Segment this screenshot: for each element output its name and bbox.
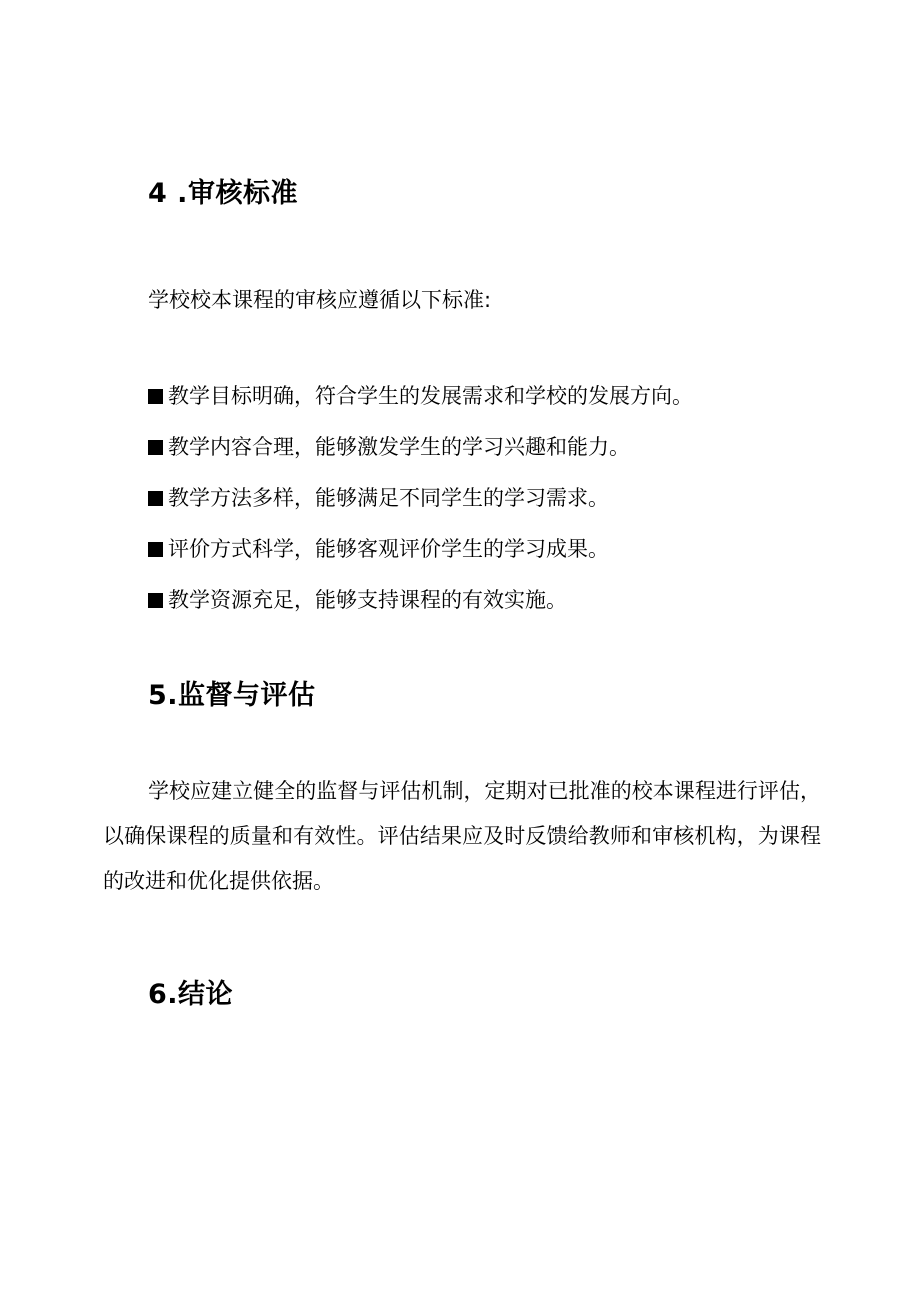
list-item-text: 教学内容合理，能够激发学生的学习兴趣和能力。 (168, 435, 630, 459)
square-bullet-icon (148, 491, 163, 506)
square-bullet-icon (148, 542, 163, 557)
list-item (148, 534, 693, 564)
criteria-list (148, 381, 693, 636)
list-item (148, 585, 693, 615)
list-item-text: 教学目标明确，符合学生的发展需求和学校的发展方向。 (168, 384, 693, 408)
section-5-heading: 5.监督与评估 (148, 680, 316, 711)
list-item (148, 381, 693, 411)
square-bullet-icon (148, 389, 163, 404)
section-6-heading: 6.结论 (148, 979, 234, 1010)
square-bullet-icon (148, 593, 163, 608)
section-5-body: 学校应建立健全的监督与评估机制，定期对已批准的校本课程进行评估，以确保课程的质量和有效性。评估结果应及时反馈给教师和审核机构，为课程的改进和优化提供依据。 (103, 779, 821, 893)
square-bullet-icon (148, 440, 163, 455)
list-item-text: 教学方法多样，能够满足不同学生的学习需求。 (168, 486, 609, 510)
list-item (148, 432, 693, 462)
list-item-text: 评价方式科学，能够客观评价学生的学习成果。 (168, 537, 609, 561)
list-item-text: 教学资源充足，能够支持课程的有效实施。 (168, 588, 567, 612)
section-4-intro: 学校校本课程的审核应遵循以下标准: (148, 288, 492, 312)
list-item (148, 483, 693, 513)
section-4-heading: 4 .审核标准 (148, 178, 298, 209)
